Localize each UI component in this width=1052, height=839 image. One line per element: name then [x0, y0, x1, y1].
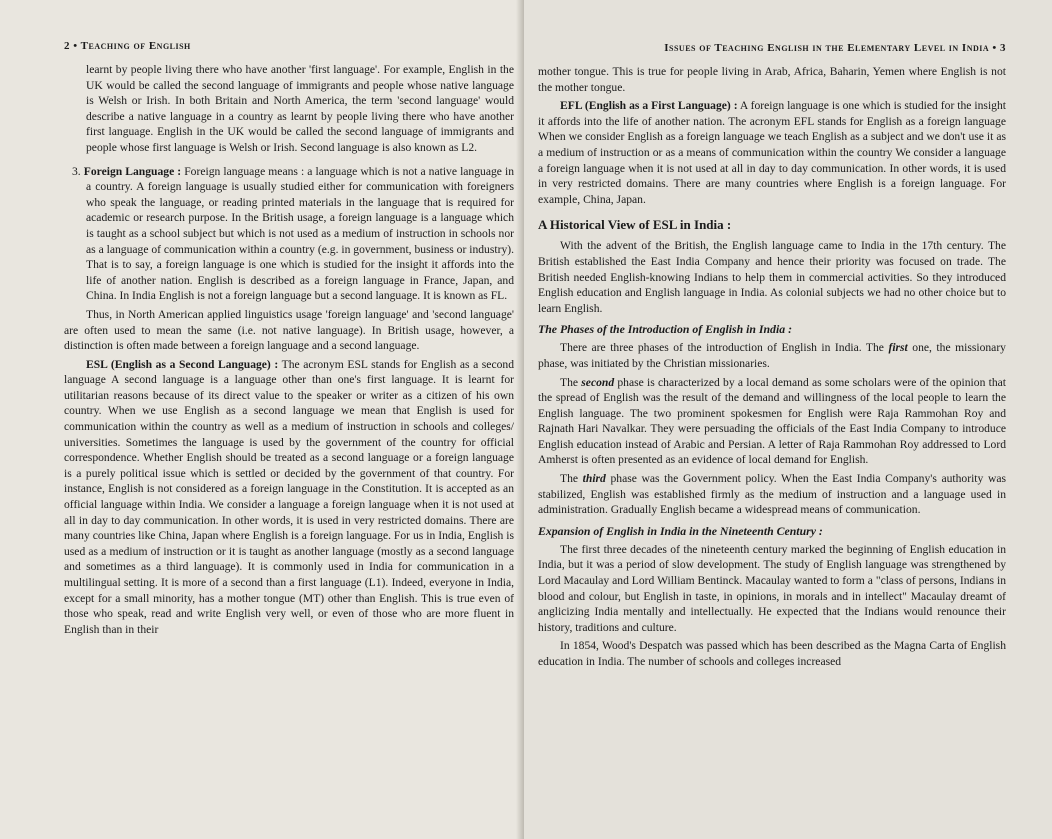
phases-paragraph — [538, 340, 1006, 371]
phases-text-pre: There are three phases of the introduction of English in India. The — [560, 341, 889, 355]
foreign-language-item — [64, 164, 514, 304]
continued-paragraph-left: learnt by people living there who have another 'first language'. For example, English in the UK would be called the second language of immigrants and people whose native language is Welsh or Irish. In both Britain and North America, the term 'second language' would describe a native language in a country as learnt by people living there who have another first language. English in the UK would be called the second language of immigrants and people whose first language is Welsh or Irish. Second language is also known as L2. — [86, 63, 514, 154]
second-word: second — [581, 375, 615, 389]
third-text-post: phase was the Government policy. When the East India Company's authority was stabilized, English was established firmly as the medium of instruction and a language used in administration. Gradually English became a widespread means of communication. — [538, 472, 1006, 517]
second-text-post: phase is characterized by a local demand as some scholars were of the opinion that the spread of English was the result of the demand and willingness of the local people to learn the English language. The two prominent spokesmen for English were Raja Rammohan Roy and Rajnath Hari Navalkar. They were persuading the officials of the East India Company to introduce English education instead of Arabic and Persian. A letter of Raja Rammohan Roy addressed to Lord Amherst is often presented as an evidence of local demand for English. — [538, 375, 1006, 467]
second-text-pre: The — [560, 375, 582, 389]
running-head-right: Issues of Teaching English in the Elementary Level in India • 3 — [664, 42, 1006, 54]
item-number: 3. — [72, 164, 81, 178]
heading-expansion: Expansion of English in India in the Nineteenth Century : — [538, 523, 823, 538]
esl-term: ESL (English as a Second Language) : — [86, 357, 279, 371]
usage-paragraph: Thus, in North American applied linguistics usage 'foreign language' and 'second language' are often used to mean the same (i.e. not native language). In British usage, however, a distinction is often made between a foreign language and a second language. — [64, 307, 514, 353]
phases-first-word: first — [888, 341, 908, 355]
efl-term: EFL (English as a First Language) : — [560, 99, 738, 113]
heading-historical-view: A Historical View of ESL in India : — [538, 217, 732, 233]
continued-paragraph-right: mother tongue. This is true for people living in Arab, Africa, Baharin, Yemen where English is not the mother tongue. — [538, 65, 1006, 94]
second-phase-paragraph — [538, 375, 1006, 469]
third-word: third — [582, 472, 606, 486]
efl-text: A foreign language is one which is studied for the insight it affords into the life of another nation. The acronym EFL stands for English as a foreign language When we consider English as a foreign language we teach English as a subject and we don't use it as a medium of instruction or as a means of communication within the country We consider a language a foreign language when it is not used at all in day to day communication. In other words, it is used in very restricted domains. There are many countries where English is a foreign language. For example, China, Japan. — [538, 99, 1006, 206]
phases-text-post: one, the missionary phase, was initiated by the Christian missionaries. — [538, 341, 1006, 370]
esl-text: The acronym ESL stands for English as a second language A second language is a language other than one's first language. It is learnt for utilitarian reasons because of its direct value to the speaker or writer as a citizen of his own country. When we use English as a second language we mean that English is used for communication within the country as well as a medium of instruction in schools and colleges/ universities. Sometimes the language is used by the government of the country for official correspondence. Whether English should be treated as a second language or a foreign language is a purely political issue which is settled or decided by the government of that country. For instance, English is not considered as a foreign language in the Constitution. It is accepted as an official language within India. We consider a language a foreign language when it is not used at all in day to day communication. In other words, it is used in very restricted domains. There are many countries like China, Japan where English is a foreign language. For us in India, English is used as a medium of instruction or it is taught as another language (mostly as a second language and sometimes as a third language). It is commonly used in India for communication in a multilingual setting. It is more of a second than a first language (L1). Indeed, everyone in India, except for a small minority, has a mother tongue (MT) other than English. This is true even of those who speak, read and write English very well, or even of those who are more fluent in English than in their — [64, 357, 514, 636]
running-head-left: 2 • Teaching of English — [64, 40, 191, 52]
expansion-paragraph: The first three decades of the nineteenth century marked the beginning of English education in India, but it was a period of slow development. The study of English language was strengthened by Lord Macaulay and Lord William Bentinck. Macaulay wanted to form a "class of persons, Indians in blood and colour, but English in taste, in opinions, in morals and in intellect" Macaulay dreamt of anglicizing India mentally and intellectually. He expected that the Indians would renounce their history, traditions and culture. — [538, 542, 1006, 634]
third-phase-paragraph — [538, 471, 1006, 518]
esl-paragraph — [64, 357, 514, 638]
woods-despatch-paragraph: In 1854, Wood's Despatch was passed which has been described as the Magna Carta of English education in India. The number of schools and colleges increased — [538, 639, 1006, 668]
left-page — [0, 0, 524, 839]
third-text-pre: The — [560, 472, 583, 486]
right-page — [524, 0, 1052, 839]
efl-paragraph — [538, 98, 1006, 207]
history-paragraph: With the advent of the British, the English language came to India in the 17th century. The British established the East India Company and hence their priority was focused on trade. The British needed English-knowing Indians to help them in commercial activities. So they introduced English education and English language in India. As colonial subjects we had no other choice but to learn English. — [538, 239, 1006, 315]
foreign-language-text: Foreign language means : a language which is not a native language in a country. A foreign language is usually studied either for communication with foreigners who speak the language, or reading printed materials in the language that is required for academic or research purpose. In the British usage, a foreign language is a language which is taught as a school subject but which is not used as a medium of instruction in schools nor as a language of communication within a country (e.g. in government, business or industry). That is to say, a foreign language is one which is studied for the insight it affords into the life of another nation. English is described as a foreign language in France, Japan, and China. In India English is not a foreign language but a second language. It is known as FL. — [86, 164, 514, 303]
foreign-language-term: Foreign Language : — [83, 164, 182, 178]
heading-phases: The Phases of the Introduction of English in India : — [538, 322, 793, 337]
